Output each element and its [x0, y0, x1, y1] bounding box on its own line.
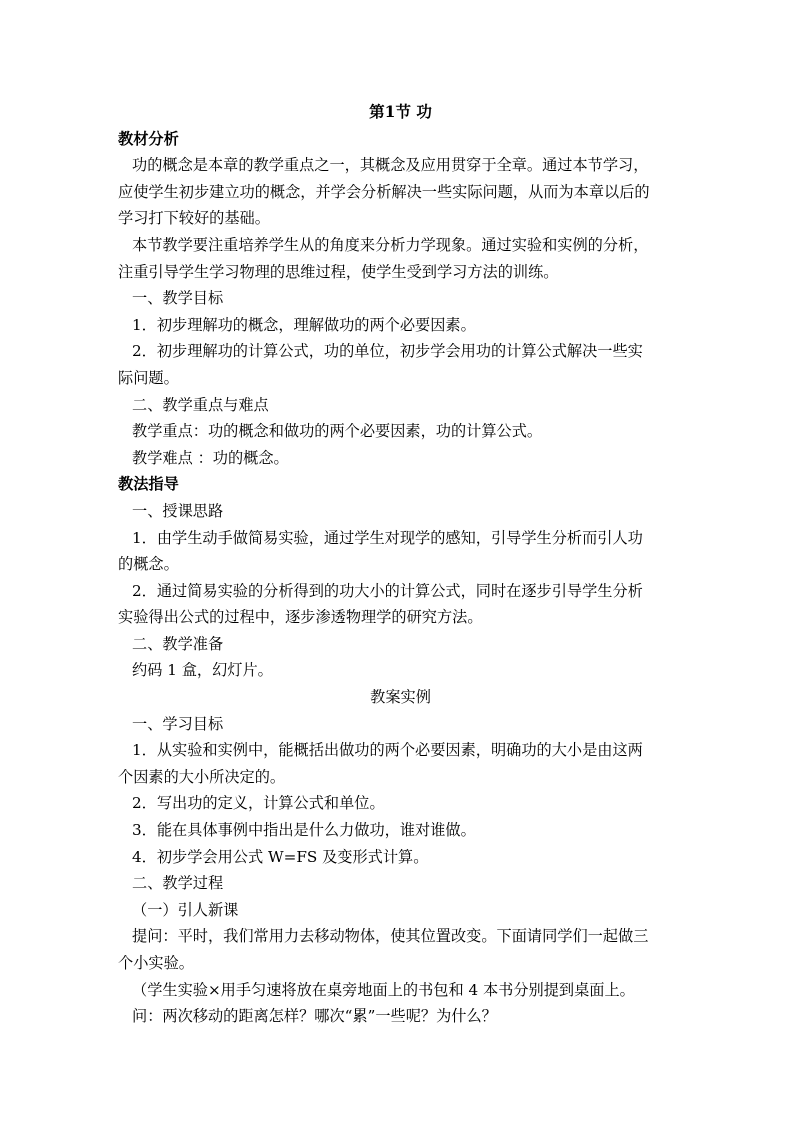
paragraph-line: 一、教学目标: [132, 289, 224, 308]
document-page: [118, 99, 683, 1030]
section-heading: 教法指导: [118, 475, 179, 494]
paragraph-line: 二、教学过程: [132, 874, 224, 893]
section-heading: 教材分析: [118, 129, 179, 148]
paragraph-line: （学生实验×用手匀速将放在桌旁地面上的书包和 4 本书分别提到桌面上。: [132, 980, 635, 999]
paragraph-line: （一）引人新课: [132, 900, 239, 919]
paragraph-line: 际问题。: [118, 368, 179, 387]
paragraph-line: 注重引导学生学习物理的思维过程，使学生受到学习方法的训练。: [118, 262, 559, 281]
paragraph-line: 一、学习目标: [132, 714, 224, 733]
paragraph-line: 一、授课思路: [132, 501, 224, 520]
paragraph-line: 1．由学生动手做简易实验，通过学生对现学的感知，引导学生分析而引人功: [132, 528, 643, 547]
paragraph-line: 实验得出公式的过程中，逐步渗透物理学的研究方法。: [118, 608, 483, 627]
paragraph-line: 约码 1 盒，幻灯片。: [132, 661, 273, 680]
paragraph-line: 2．写出功的定义，计算公式和单位。: [132, 794, 385, 813]
paragraph-line: 二、教学准备: [132, 634, 224, 653]
paragraph-line: 2．初步理解功的计算公式，功的单位，初步学会用功的计算公式解决一些实: [132, 342, 643, 361]
paragraph-line: 个因素的大小所决定的。: [118, 767, 286, 786]
paragraph-line: 问：两次移动的距离怎样？哪次“累”一些呢？为什么？: [132, 1007, 497, 1026]
paragraph-line: 本节教学要注重培养学生从的角度来分析力学现象。通过实验和实例的分析，: [132, 235, 649, 254]
paragraph-line: 1．从实验和实例中，能概括出做功的两个必要因素，明确功的大小是由这两: [132, 741, 643, 760]
paragraph-line: 功的概念是本章的教学重点之一，其概念及应用贯穿于全章。通过本节学习，: [132, 156, 649, 175]
page-title: 第1节 功: [369, 102, 432, 121]
paragraph-line: 学习打下较好的基础。: [118, 209, 270, 228]
paragraph-line: 4．初步学会用公式 W=FS 及变形式计算。: [132, 847, 429, 866]
paragraph-line: 提问：平时，我们常用力去移动物体，使其位置改变。下面请同学们一起做三: [132, 927, 649, 946]
paragraph-line: 1．初步理解功的概念，理解做功的两个必要因素。: [132, 315, 476, 334]
paragraph-line: 个小实验。: [118, 954, 194, 972]
paragraph-line: 二、教学重点与难点: [132, 395, 269, 414]
paragraph-line: 3．能在具体事例中指出是什么力做功，谁对谁做。: [132, 821, 476, 840]
paragraph-line: 教学难点 ：功的概念。: [132, 448, 289, 467]
paragraph-line: 应使学生初步建立功的概念，并学会分析解决一些实际问题，从而为本章以后的: [118, 182, 650, 201]
document-body: [118, 126, 683, 1030]
paragraph-line: 的概念。: [118, 555, 179, 574]
paragraph-line: 教学重点：功的概念和做功的两个必要因素，功的计算公式。: [132, 422, 543, 441]
centered-heading: 教案实例: [370, 688, 431, 707]
paragraph-line: 2．通过简易实验的分析得到的功大小的计算公式，同时在逐步引导学生分析: [132, 581, 643, 600]
